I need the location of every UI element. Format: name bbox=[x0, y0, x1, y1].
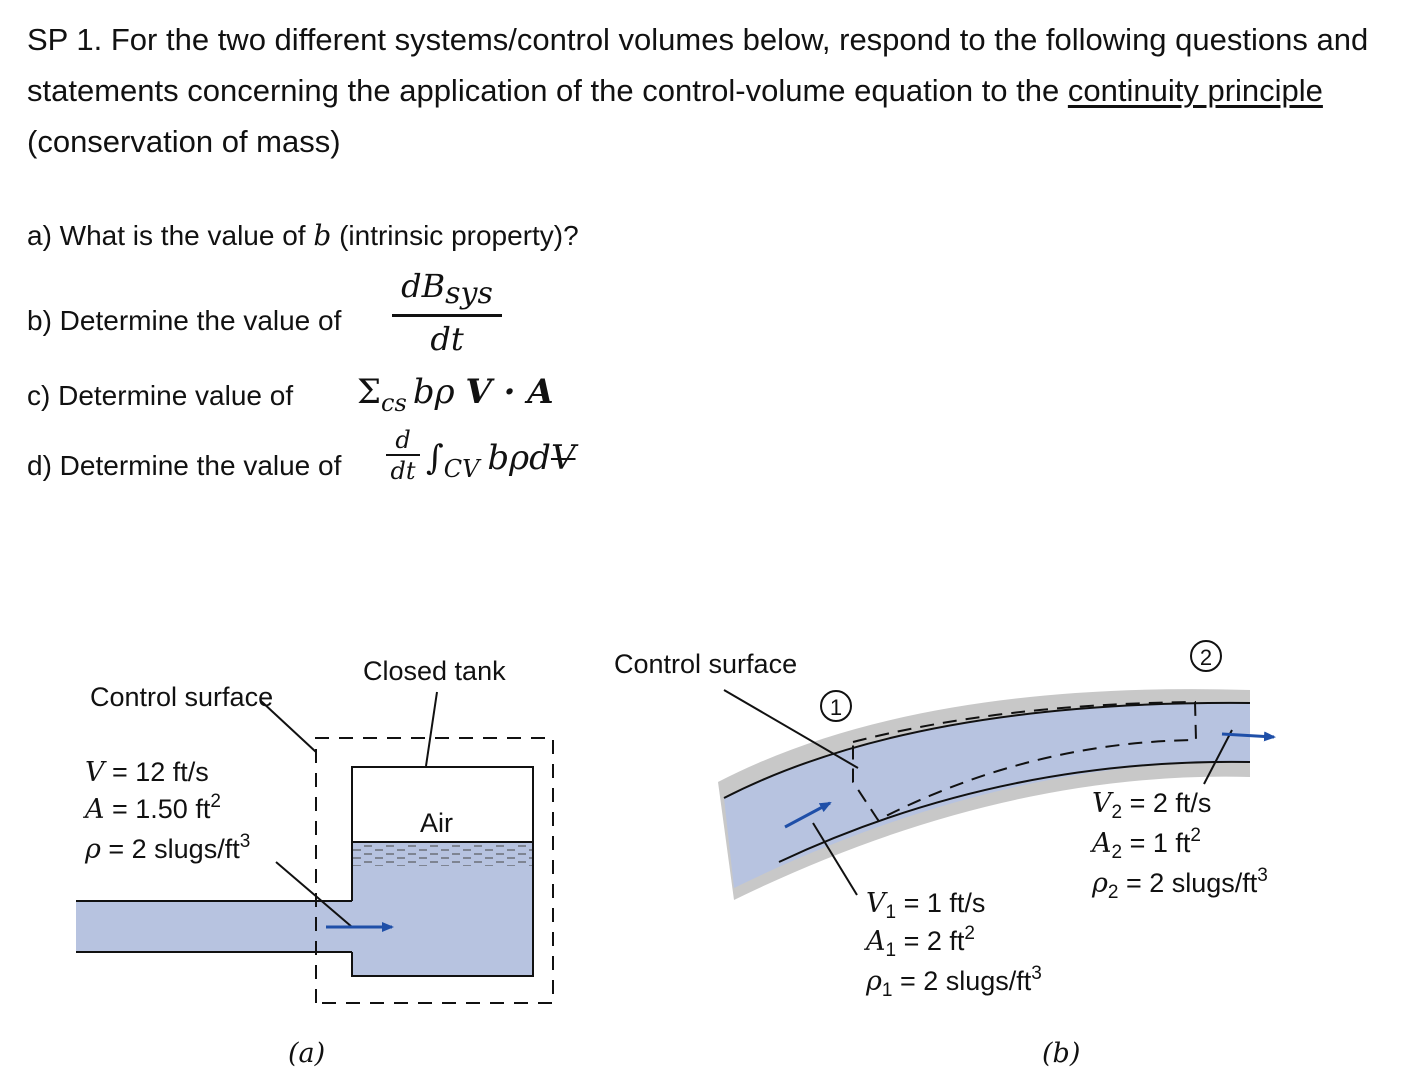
question-a-variable: b bbox=[313, 219, 332, 252]
control-surface-label-b: Control surface bbox=[614, 649, 798, 679]
velocity-area-dot-product: V · A bbox=[465, 372, 554, 412]
problem-text-end: (conservation of mass) bbox=[27, 124, 341, 159]
d-numerator: d bbox=[395, 426, 411, 454]
fraction-denominator: dt bbox=[430, 320, 464, 358]
inlet-pipe-fluid bbox=[76, 901, 354, 952]
area-2: $A_2 = 1$ $ft^2$ bbox=[1092, 825, 1201, 863]
figure-a bbox=[76, 656, 553, 1069]
d-denominator: dt bbox=[390, 457, 416, 485]
water-surface-ripples bbox=[352, 842, 533, 866]
question-a-text-end: (intrinsic property)? bbox=[331, 220, 579, 251]
problem-text: SP 1. For the two different systems/control volumes below, respond to the following questions and statements concerning the application of the control-volume equation to the bbox=[27, 22, 1369, 108]
air-label: Air bbox=[420, 808, 453, 838]
fraction-numerator-subscript: sys bbox=[445, 276, 493, 311]
figure-b bbox=[614, 641, 1274, 1069]
area-a: A = 1.50 $ft^2$ bbox=[85, 791, 221, 825]
sum-subscript: cs bbox=[381, 388, 407, 417]
question-c-label: c) Determine value of bbox=[27, 380, 294, 411]
question-b-label: b) Determine the value of bbox=[27, 305, 342, 336]
question-a-text: a) What is the value of bbox=[27, 220, 314, 251]
sum-symbol: Σ bbox=[357, 372, 382, 412]
integral-symbol: ∫ bbox=[426, 438, 444, 478]
volume-symbol: V bbox=[550, 438, 576, 478]
integral-integrand: bρd bbox=[487, 438, 551, 478]
velocity-a: V = 12 ft/s bbox=[85, 757, 209, 788]
integral-subscript: CV bbox=[443, 454, 480, 483]
section-1-number: 1 bbox=[829, 695, 843, 720]
sum-integrand: bρ bbox=[412, 372, 466, 412]
question-d-label: d) Determine the value of bbox=[27, 450, 342, 481]
velocity-1: $V_1 = 1$ ft/s bbox=[866, 888, 986, 923]
velocity-2: $V_2 = 2$ ft/s bbox=[1092, 788, 1212, 823]
density-1: $\rho_1 = 2$ slugs/$ft^3$ bbox=[866, 963, 1042, 1001]
area-1: $A_1 = 2$ $ft^2$ bbox=[866, 923, 975, 961]
closed-tank-leader bbox=[426, 692, 437, 766]
caption-b: (b) bbox=[1042, 1038, 1081, 1069]
closed-tank-label: Closed tank bbox=[363, 656, 506, 686]
density-a: ρ = 2 slugs/$ft^3$ bbox=[85, 831, 251, 865]
caption-a: (a) bbox=[288, 1038, 326, 1069]
density-2: $\rho_2 = 2$ slugs/$ft^3$ bbox=[1092, 865, 1268, 903]
control-surface-label-a: Control surface bbox=[90, 682, 274, 712]
fraction-numerator: dB bbox=[401, 267, 446, 305]
continuity-principle-term: continuity principle bbox=[1067, 73, 1323, 108]
section-2-number: 2 bbox=[1199, 645, 1213, 670]
